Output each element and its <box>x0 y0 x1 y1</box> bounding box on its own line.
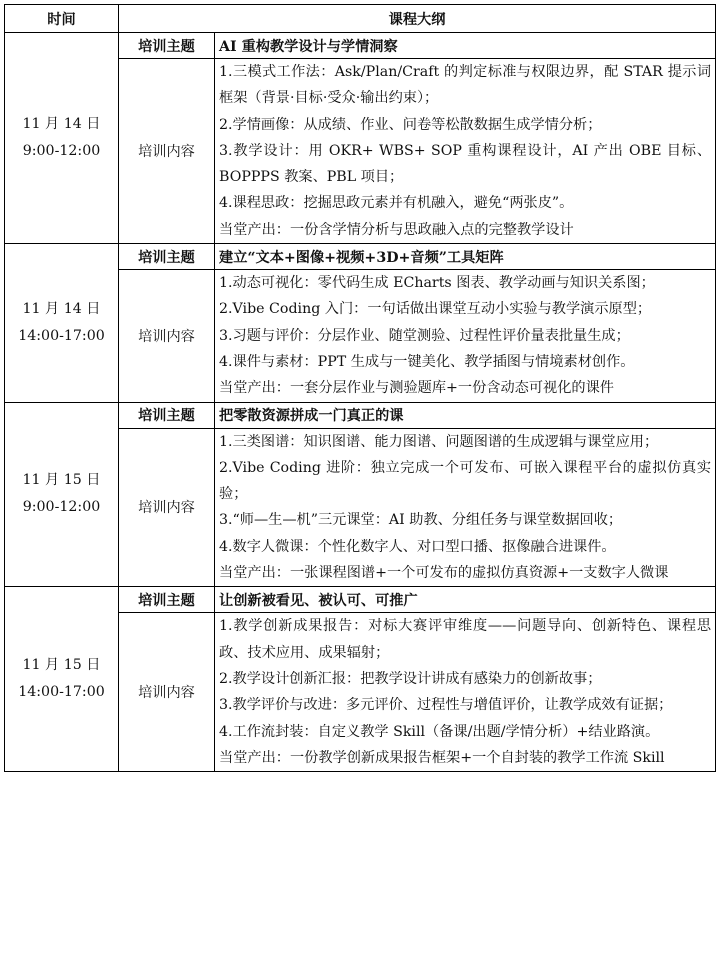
session-1-time-cell <box>5 33 119 244</box>
session-2-item-3: 3.习题与评价：分层作业、随堂测验、过程性评价量表批量生成； <box>219 327 630 344</box>
session-1-topic: AI 重构教学设计与学情洞察 <box>215 33 716 59</box>
session-1-content <box>215 59 716 244</box>
session-3-output: 当堂产出：一张课程图谱+一个可发布的虚拟仿真资源+一支数字人微课 <box>219 565 669 582</box>
session-2-topic-row <box>5 244 716 270</box>
session-2-date: 11 月 14 日 <box>22 300 101 317</box>
session-1-item-1: 1.三模式工作法：Ask/Plan/Craft 的判定标准与权限边界，配 STAR 提示词框架（背景·目标·受众·输出约束）； <box>219 64 712 107</box>
session-4-output: 当堂产出：一份教学创新成果报告框架+一个自封装的教学工作流 Skill <box>219 749 665 766</box>
session-2-item-1: 1.动态可视化：零代码生成 ECharts 图表、教学动画与知识关系图； <box>219 275 655 292</box>
session-4-item-1: 1.教学创新成果报告：对标大赛评审维度——问题导向、创新特色、课程思政、技术应用、成果辐射； <box>219 618 712 661</box>
session-2-content <box>215 270 716 402</box>
session-4-time-cell <box>5 587 119 772</box>
session-3-item-3: 3.“师—生—机”三元课堂：AI 助教、分组任务与课堂数据回收； <box>219 512 623 529</box>
session-4-content-label: 培训内容 <box>119 613 215 772</box>
session-2-item-4: 4.课件与素材：PPT 生成与一键美化、教学插图与情境素材创作。 <box>219 353 635 370</box>
session-2-time: 14:00-17:00 <box>18 327 105 344</box>
session-4-topic: 让创新被看见、被认可、可推广 <box>215 587 716 613</box>
session-1-date: 11 月 14 日 <box>22 116 101 133</box>
session-1-output: 当堂产出：一份含学情分析与思政融入点的完整教学设计 <box>219 221 574 238</box>
session-3-topic-row <box>5 402 716 428</box>
session-4-item-4: 4.工作流封装：自定义教学 Skill（备课/出题/学情分析）+结业路演。 <box>219 723 660 740</box>
session-4-item-3: 3.教学评价与改进：多元评价、过程性与增值评价，让教学成效有证据； <box>219 697 673 714</box>
session-2-time-cell <box>5 244 119 402</box>
header-outline: 课程大纲 <box>119 5 716 33</box>
header-time: 时间 <box>5 5 119 33</box>
session-4-content <box>215 613 716 772</box>
session-4-date: 11 月 15 日 <box>22 657 101 674</box>
session-2-content-label: 培训内容 <box>119 270 215 402</box>
session-3-item-1: 1.三类图谱：知识图谱、能力图谱、问题图谱的生成逻辑与课堂应用； <box>219 433 659 450</box>
session-1-item-4: 4.课程思政：挖掘思政元素并有机融入，避免“两张皮”。 <box>219 195 574 212</box>
session-2-output: 当堂产出：一套分层作业与测验题库+一份含动态可视化的课件 <box>219 380 614 397</box>
session-1-item-2: 2.学情画像：从成绩、作业、问卷等松散数据生成学情分析； <box>219 116 602 133</box>
session-1-topic-label: 培训主题 <box>119 33 215 59</box>
session-3-time: 9:00-12:00 <box>22 499 101 516</box>
session-3-content-label: 培训内容 <box>119 428 215 587</box>
session-4-item-2: 2.教学设计创新汇报：把教学设计讲成有感染力的创新故事； <box>219 670 602 687</box>
header-row <box>5 5 716 33</box>
session-4-topic-row <box>5 587 716 613</box>
syllabus-table <box>4 4 716 772</box>
session-3-item-2: 2.Vibe Coding 进阶：独立完成一个可发布、可嵌入课程平台的虚拟仿真实验； <box>219 459 712 503</box>
session-3-date: 11 月 15 日 <box>22 472 101 489</box>
session-3-item-4: 4.数字人微课：个性化数字人、对口型口播、抠像融合进课件。 <box>219 538 616 555</box>
session-3-topic-label: 培训主题 <box>119 402 215 428</box>
session-4-time: 14:00-17:00 <box>18 684 105 701</box>
session-3-time-cell <box>5 402 119 587</box>
session-1-time: 9:00-12:00 <box>22 143 101 160</box>
session-2-item-2: 2.Vibe Coding 入门：一句话做出课堂互动小实验与教学演示原型； <box>219 301 652 318</box>
session-3-content <box>215 428 716 587</box>
session-1-content-label: 培训内容 <box>119 59 215 244</box>
session-2-topic: 建立“文本+图像+视频+3D+音频”工具矩阵 <box>215 244 716 270</box>
session-2-topic-label: 培训主题 <box>119 244 215 270</box>
session-1-item-3: 3.教学设计：用 OKR+ WBS+ SOP 重构课程设计，AI 产出 OBE 目标、BOPPPS 教案、PBL 项目； <box>219 142 712 186</box>
session-1-topic-row <box>5 33 716 59</box>
session-4-topic-label: 培训主题 <box>119 587 215 613</box>
session-3-topic: 把零散资源拼成一门真正的课 <box>215 402 716 428</box>
